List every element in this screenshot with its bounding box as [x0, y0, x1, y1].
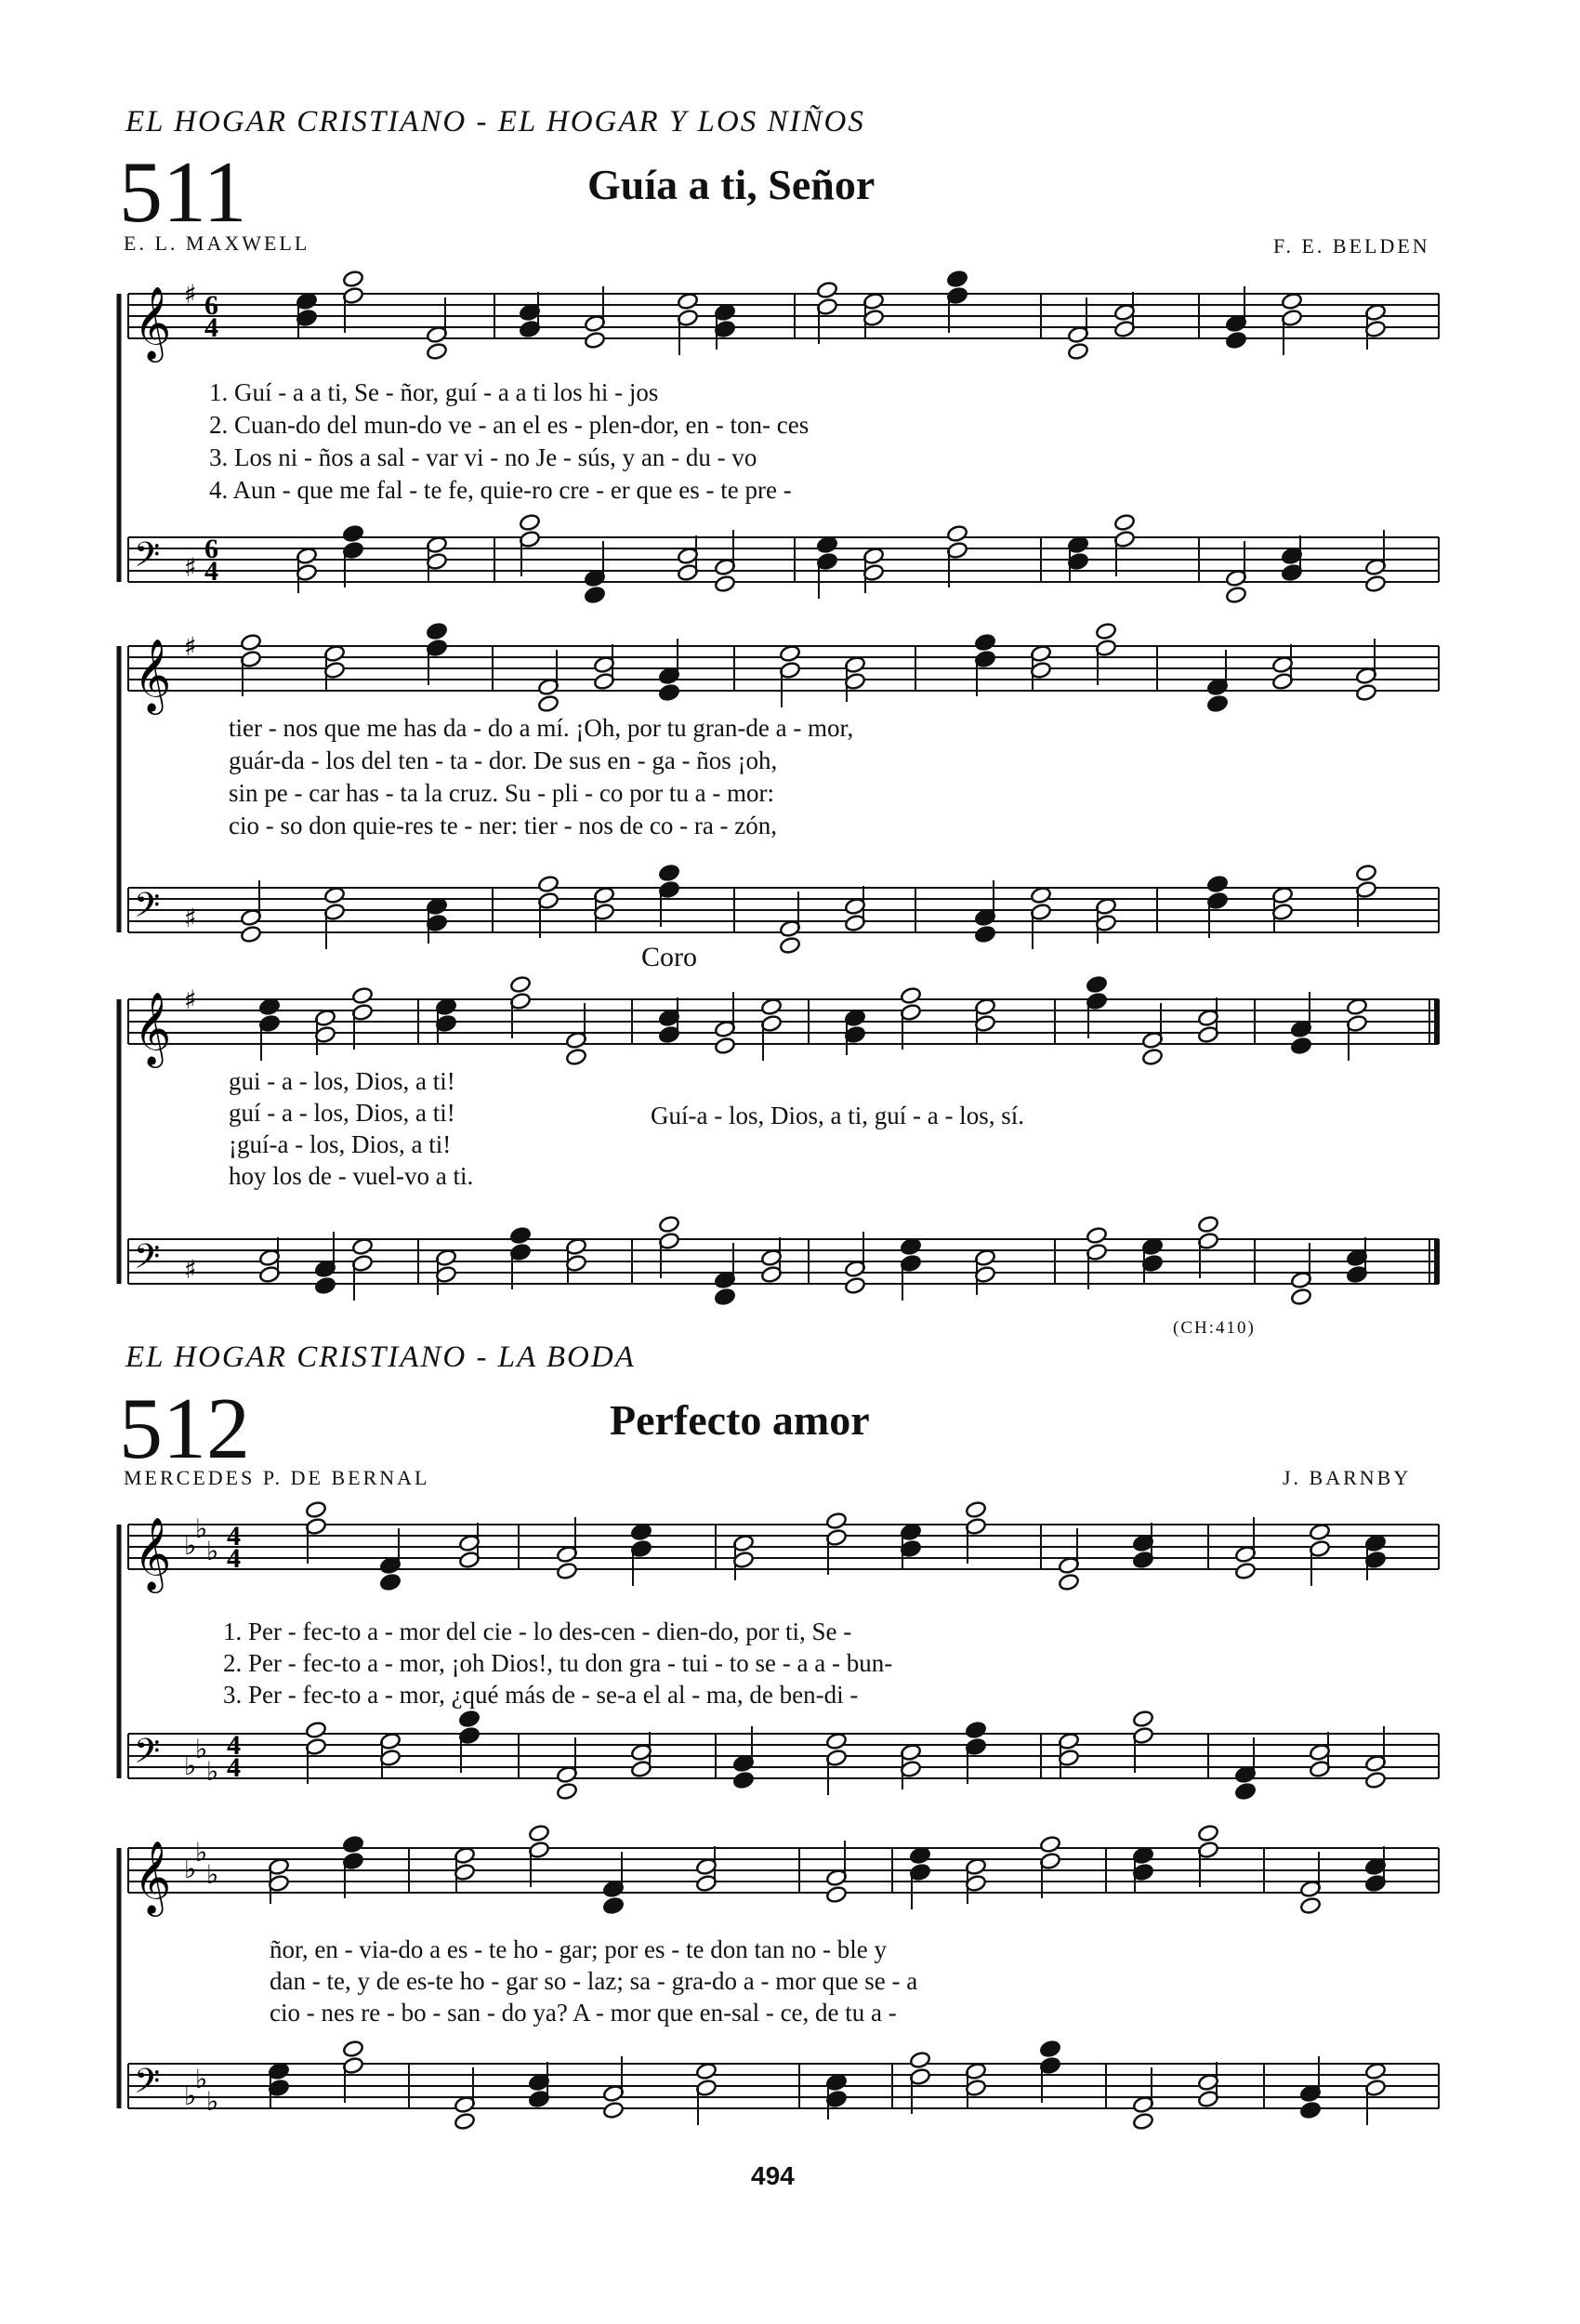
flat-icon: ♭ [206, 1859, 219, 1890]
note-head [323, 886, 346, 905]
note-head [556, 1562, 578, 1580]
verse-line: cio - nes re - bo - san - do ya? A - mor que en-sal - ce, de tu a - [270, 1999, 897, 2027]
note-head [658, 1215, 680, 1234]
bass-clef-icon: 𝄢 [134, 1732, 161, 1779]
note-head [677, 292, 699, 310]
verse-line: dan - te, y de es-te ho - gar so - laz; sa - gra-do a - mor que se - a [270, 1967, 918, 1995]
sharp-icon: ♯ [184, 631, 197, 662]
note-head [1197, 1215, 1219, 1234]
note-head [1197, 1824, 1219, 1842]
note-head [1225, 586, 1247, 604]
sharp-icon: ♯ [184, 903, 197, 933]
verse-line: tier - nos que me has da - do a mí. ¡Oh, por tu gran-de a - mor, [229, 714, 854, 742]
verse-line: hoy los de - vuel-vo a ti. [229, 1162, 474, 1190]
note-head [305, 1500, 327, 1519]
note-head [314, 1276, 336, 1295]
note-head [351, 1237, 374, 1256]
note-head [1039, 2040, 1061, 2058]
note-head [537, 694, 560, 713]
note-head [825, 1512, 848, 1530]
flat-icon: ♭ [206, 1756, 219, 1787]
flat-icon: ♭ [195, 1837, 208, 1868]
note-head [732, 1771, 755, 1789]
note-head [602, 1896, 625, 1915]
note-head [519, 513, 541, 532]
verse-line: guí - a - los, Dios, a ti! [229, 1099, 455, 1127]
time-signature-top: 6 [204, 534, 218, 564]
treble-clef-icon: 𝄞 [134, 1517, 172, 1591]
note-head [426, 622, 448, 640]
verse-line: 2. Cuan-do del mun-do ve - an el es - plen-dor, en - ton- ces [209, 411, 810, 439]
sharp-icon: ♯ [184, 984, 197, 1015]
treble-clef-icon: 𝄞 [134, 1841, 172, 1914]
chorus-lyric-line: Guí-a - los, Dios, a ti, guí - a - los, sí. [651, 1102, 1024, 1129]
verse-line: 3. Los ni - ños a sal - var vi - no Je - sús, y an - du - vo [209, 443, 757, 471]
note-head [1346, 997, 1368, 1016]
verse-line: 1. Per - fec-to a - mor del cie - lo des-cen - dien-do, por ti, Se - [223, 1618, 852, 1645]
section-heading-512: EL HOGAR CRISTIANO - LA BODA [125, 1340, 636, 1374]
note-head [1234, 1782, 1257, 1801]
note-head [658, 683, 680, 702]
time-signature-top: 4 [227, 1730, 241, 1761]
note-head [714, 1037, 736, 1055]
time-signature-bottom: 4 [227, 1543, 241, 1574]
flat-icon: ♭ [184, 1530, 197, 1561]
note-head [1095, 622, 1117, 640]
verse-line: cio - so don quie-res te - ner: tier - nos de co - ra - zón, [229, 812, 778, 839]
note-head [1141, 1048, 1164, 1066]
note-head [342, 2040, 364, 2058]
time-signature-top: 6 [204, 290, 218, 321]
note-head [342, 270, 364, 288]
hymnal-reference: (CH:410) [1173, 1318, 1256, 1338]
verse-line: ¡guí-a - los, Dios, a ti! [229, 1130, 452, 1158]
treble-clef-icon: 𝄞 [134, 639, 172, 712]
sharp-icon: ♯ [184, 1254, 197, 1285]
flat-icon: ♭ [195, 1734, 208, 1764]
note-head [342, 524, 364, 543]
bass-clef-icon: 𝄢 [134, 2062, 161, 2109]
note-head [760, 997, 783, 1016]
bass-clef-icon: 𝄢 [134, 886, 161, 933]
flat-icon: ♭ [195, 2064, 208, 2094]
note-head [454, 2112, 476, 2131]
note-head [1132, 1710, 1154, 1728]
section-heading-511: EL HOGAR CRISTIANO - EL HOGAR Y LOS NIÑOS [125, 105, 865, 139]
author-credit-512: MERCEDES P. DE BERNAL [124, 1466, 430, 1489]
note-head [1113, 513, 1136, 532]
note-head [1039, 1835, 1061, 1854]
verse-line: gui - a - los, Dios, a ti! [229, 1067, 455, 1095]
note-head [1030, 886, 1052, 905]
author-credit-511: E. L. MAXWELL [124, 231, 310, 255]
note-head [900, 986, 922, 1005]
note-head [584, 331, 606, 350]
final-barline [1434, 1239, 1440, 1284]
note-head [816, 281, 838, 299]
verse-line: sin pe - car has - ta la cruz. Su - pli - co por tu a - mor: [229, 779, 775, 807]
verse-line: ñor, en - via-do a es - te ho - gar; por es - te don tan no - ble y [270, 1935, 887, 1963]
note-head [537, 875, 560, 893]
note-head [714, 1287, 736, 1306]
note-head [602, 2101, 625, 2119]
note-head [240, 633, 262, 652]
note-head [509, 1226, 532, 1245]
note-head [909, 1846, 931, 1865]
note-head [240, 925, 262, 944]
final-barline [1434, 999, 1440, 1044]
lyrics-block-512-1 [223, 1616, 892, 1710]
lyrics-block-511-1 [209, 376, 809, 507]
note-head [1067, 342, 1089, 361]
flat-icon: ♭ [206, 2086, 219, 2117]
hymn-title-511: Guía a ti, Señor [587, 161, 876, 208]
note-head [844, 1276, 866, 1295]
note-head [1364, 1771, 1387, 1789]
note-head [351, 986, 374, 1005]
note-head [565, 1048, 587, 1066]
note-head [379, 1573, 402, 1591]
note-head [1234, 1562, 1257, 1580]
note-head [1290, 1287, 1312, 1306]
note-head [1086, 1226, 1108, 1245]
hymn-title-512: Perfecto amor [610, 1396, 870, 1444]
hymn-number-511: 511 [119, 144, 247, 241]
note-head [1364, 574, 1387, 593]
note-head [974, 633, 996, 652]
verse-line: 4. Aun - que me fal - te fe, quie-ro cre - er que es - te pre - [209, 476, 792, 504]
flat-icon: ♭ [195, 1513, 208, 1544]
note-head [965, 1721, 987, 1739]
note-head [946, 524, 968, 543]
note-head [1290, 1037, 1312, 1055]
note-head [974, 925, 996, 944]
lyrics-block-512-2 [270, 1934, 917, 2028]
time-signature-bottom: 4 [227, 1752, 241, 1783]
note-head [1299, 2101, 1322, 2119]
flat-icon: ♭ [184, 1750, 197, 1781]
note-head [695, 2062, 718, 2080]
lyrics-block-511-3 [229, 1065, 473, 1192]
bass-clef-icon: 𝄢 [134, 1237, 161, 1285]
verse-line: 3. Per - fec-to a - mor, ¿qué más de - se-a el al - ma, de ben-di - [223, 1681, 859, 1709]
note-head [965, 1500, 987, 1519]
note-head [1299, 1896, 1322, 1915]
sharp-icon: ♯ [184, 279, 197, 310]
note-head [900, 1237, 922, 1256]
note-head [258, 997, 281, 1016]
bass-clef-icon: 𝄢 [134, 535, 161, 583]
note-head [714, 574, 736, 593]
note-head [556, 1782, 578, 1801]
flat-icon: ♭ [206, 1536, 219, 1566]
note-head [1132, 2112, 1154, 2131]
note-head [305, 1721, 327, 1739]
note-head [1355, 683, 1377, 702]
lyrics-block-511-2 [229, 712, 853, 842]
note-head [946, 270, 968, 288]
treble-clef-icon: 𝄞 [134, 286, 172, 360]
note-head [1225, 331, 1247, 350]
note-head [1364, 2062, 1387, 2080]
composer-credit-511: F. E. BELDEN [1273, 234, 1430, 257]
note-head [630, 1523, 652, 1541]
note-head [779, 644, 801, 663]
verse-line: 2. Per - fec-to a - mor, ¡oh Dios!, tu don gra - tui - to se - a a - bun- [223, 1649, 893, 1677]
note-head [779, 936, 801, 955]
treble-clef-icon: 𝄞 [134, 992, 172, 1065]
time-signature-bottom: 4 [204, 556, 218, 587]
note-head [458, 1710, 481, 1728]
note-head [528, 1824, 550, 1842]
note-head [658, 864, 680, 882]
note-head [1206, 875, 1229, 893]
composer-credit-512: J. BARNBY [1283, 1466, 1412, 1489]
page-number: 494 [751, 2161, 795, 2190]
flat-icon: ♭ [184, 2080, 197, 2111]
note-head [509, 975, 532, 994]
note-head [1281, 292, 1303, 310]
note-head [816, 535, 838, 554]
sharp-icon: ♯ [184, 552, 197, 583]
verse-line: guár-da - los del ten - ta - dor. De sus en - ga - ños ¡oh, [229, 746, 778, 774]
note-head [1355, 864, 1377, 882]
time-signature-top: 4 [227, 1521, 241, 1552]
verse-line: 1. Guí - a a ti, Se - ñor, guí - a a ti los hi - jos [209, 378, 659, 406]
hymn-number-512: 512 [119, 1380, 250, 1477]
note-head [584, 586, 606, 604]
flat-icon: ♭ [184, 1854, 197, 1884]
note-head [1206, 694, 1229, 713]
note-head [1086, 975, 1108, 994]
note-head [426, 342, 448, 361]
note-head [342, 1835, 364, 1854]
note-head [1058, 1573, 1080, 1591]
chorus-label: Coro [641, 942, 697, 972]
note-head [825, 1732, 848, 1750]
note-head [909, 2051, 931, 2069]
note-head [825, 1885, 848, 1904]
note-head [1309, 1523, 1331, 1541]
time-signature-bottom: 4 [204, 312, 218, 343]
